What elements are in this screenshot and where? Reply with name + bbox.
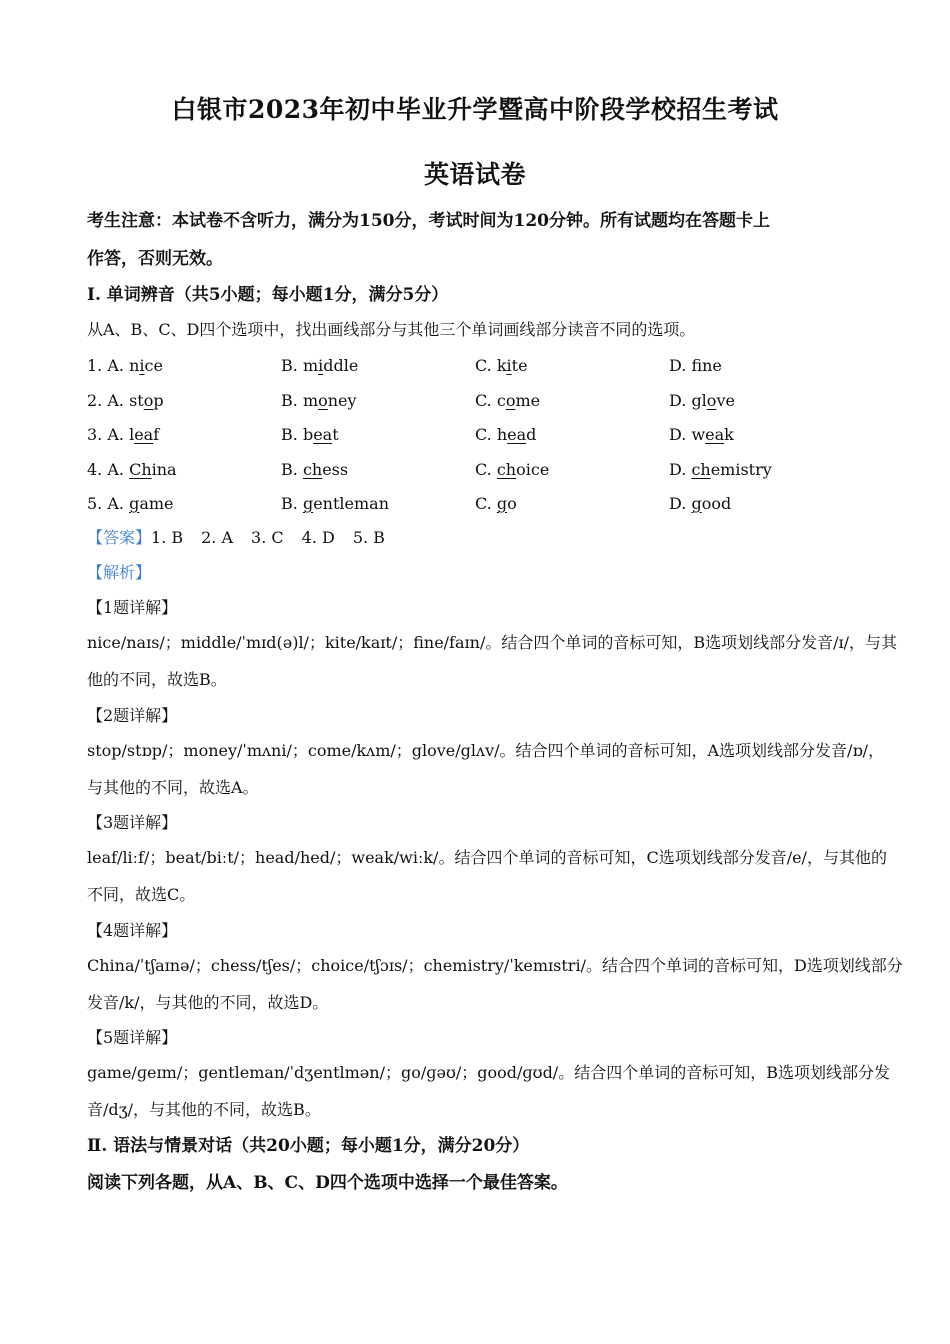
option-2-d xyxy=(669,391,735,411)
option-word-end: ess xyxy=(322,459,349,479)
option-word-end: oice xyxy=(516,459,550,479)
detail-text-2-b: 与其他的不同，故选A。 xyxy=(87,777,259,797)
option-word-end: p xyxy=(153,390,164,410)
option-word-start: st xyxy=(129,390,144,410)
answer-value: 1. B xyxy=(151,528,184,547)
option-underlined-part: ea xyxy=(507,425,527,444)
option-5-a xyxy=(87,494,174,514)
option-letter: B. xyxy=(281,390,303,410)
option-word-end: me xyxy=(515,390,541,410)
option-word-end: o xyxy=(507,494,517,513)
option-4-a xyxy=(87,460,177,480)
option-underlined-part: g xyxy=(129,494,140,513)
section1-heading: Ⅰ. 单词辨音（共5小题；每小题1分，满分5分） xyxy=(87,285,449,305)
answer-value: 4. D xyxy=(301,528,335,547)
option-1-b xyxy=(281,356,358,376)
option-4-d xyxy=(669,460,772,480)
exam-subtitle: 英语试卷 xyxy=(423,160,526,189)
option-letter: C. xyxy=(475,459,497,479)
option-word-start: m xyxy=(302,390,319,410)
option-letter: 1. A. xyxy=(87,356,130,375)
option-letter: D. xyxy=(669,356,692,375)
option-word-end: f xyxy=(153,425,160,444)
option-word-start: k xyxy=(496,356,507,375)
option-underlined-part: g xyxy=(496,494,508,513)
option-underlined-part: i xyxy=(139,356,145,375)
detail-text-2-a: stop/stɒp/；money/ˈmʌni/；come/kʌm/；glove/glʌv/。结合四个单词的音标可知，A选项划线部分发音/ɒ/， xyxy=(87,740,885,760)
exam-title: 白银市2023年初中毕业升学暨高中阶段学校招生考试 xyxy=(171,95,779,124)
option-letter: 2. A. xyxy=(87,390,130,410)
option-5-c xyxy=(475,494,517,514)
option-word-end: k xyxy=(724,425,734,444)
option-underlined-part: ea xyxy=(134,425,154,444)
option-underlined-part: ch xyxy=(302,459,323,479)
detail-label-3: 【3题详解】 xyxy=(87,813,178,832)
option-4-c xyxy=(475,460,549,480)
section2-instruction: 阅读下列各题，从A、B、C、D四个选项中选择一个最佳答案。 xyxy=(87,1173,568,1193)
option-word-end: t xyxy=(332,425,339,444)
notice-line-2: 作答，否则无效。 xyxy=(87,249,223,269)
option-word-start: w xyxy=(691,425,706,444)
option-word-start: l xyxy=(129,425,135,444)
option-letter: D. xyxy=(669,390,692,410)
detail-text-5-b: 音/dʒ/，与其他的不同，故选B。 xyxy=(87,1100,321,1119)
option-3-d xyxy=(669,425,734,445)
answer-value: 5. B xyxy=(352,528,385,547)
answer-value: 3. C xyxy=(251,528,284,547)
option-letter: C. xyxy=(475,494,497,513)
option-1-a xyxy=(87,356,163,376)
option-letter: C. xyxy=(475,356,497,375)
option-underlined-part: o xyxy=(505,390,516,410)
option-underlined-part: ch xyxy=(496,459,517,479)
answer-values xyxy=(151,528,403,547)
option-letter: D. xyxy=(669,459,692,479)
option-word-end: ce xyxy=(144,356,163,375)
option-2-a xyxy=(87,391,164,411)
option-letter: D. xyxy=(669,494,692,513)
option-word-end: d xyxy=(526,425,537,444)
option-underlined-part: g xyxy=(691,494,702,513)
detail-text-4-b: 发音/k/，与其他的不同，故选D。 xyxy=(87,992,329,1012)
option-4-b xyxy=(281,460,348,480)
option-letter: B. xyxy=(281,356,303,375)
option-underlined-part: ea xyxy=(313,425,333,444)
option-word-start: gl xyxy=(691,390,707,410)
option-letter: B. xyxy=(281,494,303,513)
answer-row xyxy=(87,528,403,548)
option-2-b xyxy=(281,391,357,411)
option-underlined-part: Ch xyxy=(129,459,152,479)
option-word-start: m xyxy=(302,356,319,375)
option-underlined-part: o xyxy=(706,390,717,410)
option-word-end: ney xyxy=(327,390,357,410)
option-3-b xyxy=(281,425,339,445)
detail-text-3-a: leaf/liːf/；beat/biːt/；head/hed/；weak/wiːk/。结合四个单词的音标可知，C选项划线部分发音/e/，与其他的 xyxy=(87,848,887,867)
option-word-start: h xyxy=(496,425,508,444)
detail-text-5-a: game/ɡeɪm/；gentleman/ˈdʒentlmən/；go/ɡəʊ/；good/ɡʊd/。结合四个单词的音标可知，B选项划线部分发 xyxy=(87,1063,890,1082)
option-letter: C. xyxy=(475,425,497,444)
option-underlined-part: i xyxy=(506,356,512,375)
option-letter: D. xyxy=(669,425,692,444)
option-underlined-part: i xyxy=(318,356,324,375)
option-word-start: b xyxy=(302,425,314,444)
option-word-end: ve xyxy=(716,390,735,410)
option-letter: 4. A. xyxy=(87,459,130,479)
detail-label-1: 【1题详解】 xyxy=(87,598,178,617)
option-word-end: ina xyxy=(151,459,177,479)
option-underlined-part: o xyxy=(318,390,328,410)
option-letter: 3. A. xyxy=(87,425,130,444)
detail-label-5: 【5题详解】 xyxy=(87,1028,178,1047)
answer-value: 2. A xyxy=(201,528,234,547)
analysis-label: 【解析】 xyxy=(87,563,152,582)
option-word-end: ddle xyxy=(323,356,359,375)
option-letter: B. xyxy=(281,425,303,444)
option-word-end: ame xyxy=(139,494,174,513)
option-5-d xyxy=(669,494,731,514)
option-2-c xyxy=(475,391,540,411)
notice-line-1: 考生注意：本试卷不含听力，满分为150分，考试时间为120分钟。所有试题均在答题卡上 xyxy=(87,211,770,231)
option-word-start: f xyxy=(691,356,703,375)
option-letter: B. xyxy=(281,459,303,479)
option-1-d xyxy=(669,356,722,376)
section1-instruction: 从A、B、C、D四个选项中，找出画线部分与其他三个单词画线部分读音不同的选项。 xyxy=(87,320,696,339)
option-letter: C. xyxy=(475,390,497,410)
answer-label: 【答案】 xyxy=(87,528,152,547)
option-underlined-part: ea xyxy=(705,425,725,444)
option-5-b xyxy=(281,494,389,514)
option-word-end: te xyxy=(511,356,528,375)
option-underlined-part: g xyxy=(302,494,314,513)
option-word-start: c xyxy=(496,390,506,410)
option-underlined-part: ch xyxy=(691,459,711,479)
option-word-start: n xyxy=(129,356,140,375)
option-3-c xyxy=(475,425,536,445)
section2-heading: Ⅱ. 语法与情景对话（共20小题；每小题1分，满分20分） xyxy=(87,1136,530,1156)
detail-label-4: 【4题详解】 xyxy=(87,920,178,940)
detail-text-1-b: 他的不同，故选B。 xyxy=(87,670,227,689)
option-word-end: ne xyxy=(702,356,722,375)
option-1-c xyxy=(475,356,528,376)
option-3-a xyxy=(87,425,159,445)
detail-text-1-a: nice/naɪs/；middle/ˈmɪd(ə)l/；kite/kaɪt/；fine/faɪn/。结合四个单词的音标可知，B选项划线部分发音/ɪ/，与其 xyxy=(87,633,897,652)
detail-label-2: 【2题详解】 xyxy=(87,705,178,725)
option-word-end: entleman xyxy=(313,494,389,513)
detail-text-3-b: 不同，故选C。 xyxy=(87,885,196,904)
option-letter: 5. A. xyxy=(87,494,130,513)
option-word-end: emistry xyxy=(710,459,772,479)
option-underlined-part: o xyxy=(143,390,154,410)
detail-text-4-a: China/ˈtʃaɪnə/；chess/tʃes/；choice/tʃɔɪs/；chemistry/ˈkemɪstri/。结合四个单词的音标可知，D选项划线部分 xyxy=(87,955,903,975)
option-word-end: ood xyxy=(701,494,732,513)
